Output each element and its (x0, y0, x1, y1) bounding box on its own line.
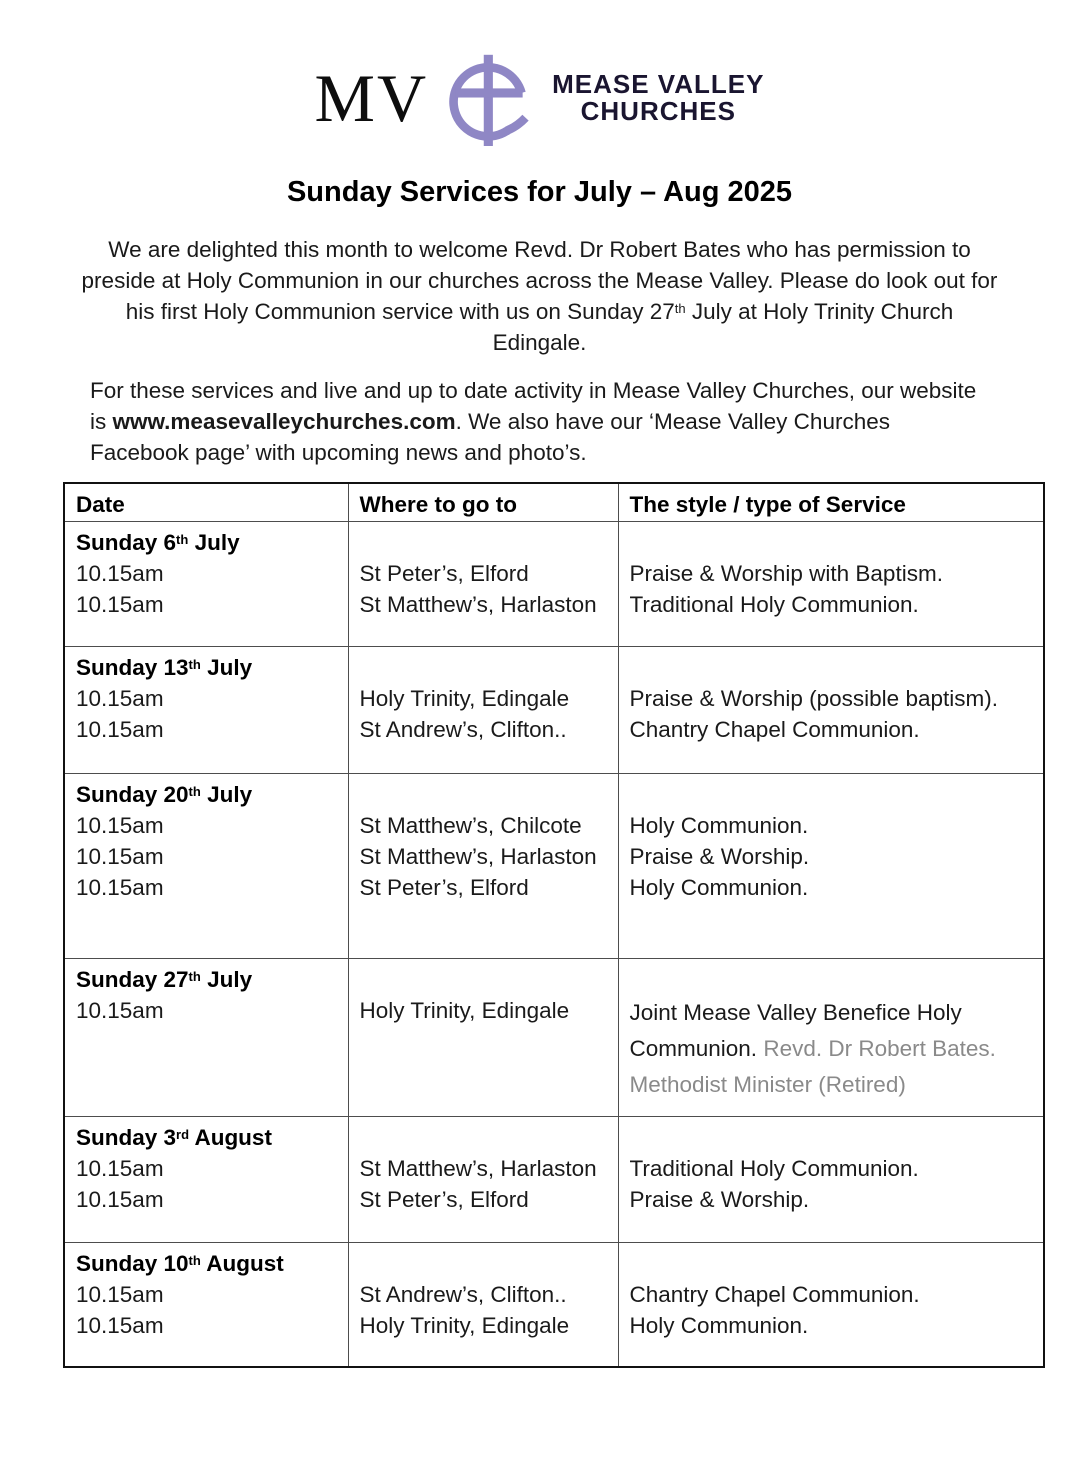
column-header-style: The style / type of Service (618, 483, 1044, 522)
service-time: 10.15am (76, 1282, 164, 1307)
service-cell (618, 522, 1044, 647)
service-place: Holy Trinity, Edingale (359, 686, 570, 711)
service-place: Holy Trinity, Edingale (359, 998, 570, 1023)
service-type: Chantry Chapel Communion. (629, 1282, 920, 1307)
blank-line (360, 527, 610, 558)
service-type: Traditional Holy Communion. (629, 1156, 919, 1181)
place-cell (348, 647, 618, 774)
church-of-england-cross-icon (442, 50, 538, 146)
ordinal-superscript: th (188, 784, 201, 800)
ordinal-superscript: th (188, 969, 201, 985)
blank-line (360, 964, 610, 995)
service-date: Sunday 10th August (76, 1251, 284, 1276)
table-row (64, 959, 1044, 1117)
table-row (64, 774, 1044, 959)
service-type: Holy Communion. (629, 813, 809, 838)
service-place: St Peter’s, Elford (359, 1187, 529, 1212)
intro-paragraph-2 (90, 375, 994, 468)
service-cell (618, 959, 1044, 1117)
logo-org-line2: CHURCHES (580, 96, 736, 126)
column-header-where: Where to go to (348, 483, 618, 522)
place-cell (348, 1243, 618, 1368)
service-place: St Peter’s, Elford (359, 875, 529, 900)
blank-line (360, 779, 610, 810)
service-time: 10.15am (76, 561, 164, 586)
service-time: 10.15am (76, 592, 164, 617)
service-cell (618, 774, 1044, 959)
ordinal-superscript: rd (176, 1127, 190, 1143)
intro-paragraph-1 (80, 234, 999, 358)
ordinal-superscript: th (188, 1253, 201, 1269)
intro-2-text: For these services and live and up to date activity in Mease Valley Churches, our website is (90, 378, 977, 434)
service-date: Sunday 3rd August (76, 1125, 272, 1150)
ordinal-superscript: th (674, 301, 686, 317)
intro-2-text-end: . We also have our ‘Mease Valley Churches Facebook page’ with upcoming news and photo’s. (90, 409, 890, 465)
place-cell (348, 522, 618, 647)
service-date: Sunday 20th July (76, 782, 253, 807)
blank-line (360, 1248, 610, 1279)
table-row (64, 522, 1044, 647)
service-place: St Andrew’s, Clifton.. (359, 717, 567, 742)
date-cell (64, 1117, 348, 1243)
place-cell (348, 774, 618, 959)
date-cell (64, 1243, 348, 1368)
ordinal-superscript: th (176, 532, 189, 548)
blank-line (630, 1122, 1036, 1153)
service-time: 10.15am (76, 1313, 164, 1338)
service-cell (618, 1243, 1044, 1368)
service-type: Holy Communion. (629, 1313, 809, 1338)
blank-line (630, 964, 1036, 995)
table-row (64, 647, 1044, 774)
service-type-main: Joint Mease Valley Benefice Holy Communion. (629, 1000, 962, 1061)
logo-org-name (552, 71, 764, 125)
page-title: Sunday Services for July – Aug 2025 (286, 176, 793, 208)
column-header-date: Date (64, 483, 348, 522)
service-place: St Matthew’s, Chilcote (359, 813, 582, 838)
blank-line (360, 1122, 610, 1153)
table-row (64, 1243, 1044, 1368)
service-time: 10.15am (76, 875, 164, 900)
service-type: Traditional Holy Communion. (629, 592, 919, 617)
service-type: Praise & Worship. (629, 1187, 810, 1212)
service-time: 10.15am (76, 813, 164, 838)
service-type: Chantry Chapel Communion. (629, 717, 920, 742)
service-cell (618, 647, 1044, 774)
date-cell (64, 522, 348, 647)
service-time: 10.15am (76, 1156, 164, 1181)
website-url-text: www.measevalleychurches.com (112, 409, 456, 434)
service-place: St Peter’s, Elford (359, 561, 529, 586)
blank-line (630, 779, 1036, 810)
date-cell (64, 647, 348, 774)
blank-line (630, 652, 1036, 683)
service-place: St Matthew’s, Harlaston (359, 844, 597, 869)
service-place: St Matthew’s, Harlaston (359, 1156, 597, 1181)
service-date: Sunday 6th July (76, 530, 240, 555)
blank-line (630, 527, 1036, 558)
service-time: 10.15am (76, 1187, 164, 1212)
logo-org-line1: MEASE VALLEY (552, 69, 765, 99)
service-date: Sunday 27th July (76, 967, 253, 992)
service-place: Holy Trinity, Edingale (359, 1313, 570, 1338)
service-minister-note: Revd. Dr Robert Bates. Methodist Minister (Retired) (629, 1036, 996, 1097)
date-cell (64, 959, 348, 1117)
logo (0, 0, 1079, 146)
logo-mv-text: MV (314, 60, 429, 136)
blank-line (360, 652, 610, 683)
ordinal-superscript: th (188, 657, 201, 673)
service-type: Praise & Worship with Baptism. (629, 561, 943, 586)
table-row (64, 1117, 1044, 1243)
services-table (63, 482, 1045, 1368)
intro-1-text: We are delighted this month to welcome Revd. Dr Robert Bates who has permission to preside at Holy Communion in our churches across the Mease Valley. Please do look out for his first Holy Communion service with us on Sunday 27 (81, 237, 998, 324)
table-header-row (64, 483, 1044, 522)
blank-line (630, 1248, 1036, 1279)
intro-1-text-end: July at Holy Trinity Church Edingale. (492, 299, 954, 355)
service-type: Holy Communion. (629, 875, 809, 900)
place-cell (348, 959, 618, 1117)
service-place: St Matthew’s, Harlaston (359, 592, 597, 617)
service-time: 10.15am (76, 717, 164, 742)
place-cell (348, 1117, 618, 1243)
service-place: St Andrew’s, Clifton.. (359, 1282, 567, 1307)
service-time: 10.15am (76, 844, 164, 869)
service-type: Praise & Worship (possible baptism). (629, 686, 998, 711)
service-time: 10.15am (76, 998, 164, 1023)
service-type: Praise & Worship. (629, 844, 810, 869)
date-cell (64, 774, 348, 959)
service-type-paragraph (630, 995, 1036, 1103)
service-cell (618, 1117, 1044, 1243)
service-time: 10.15am (76, 686, 164, 711)
service-date: Sunday 13th July (76, 655, 253, 680)
services-tbody (64, 522, 1044, 1368)
